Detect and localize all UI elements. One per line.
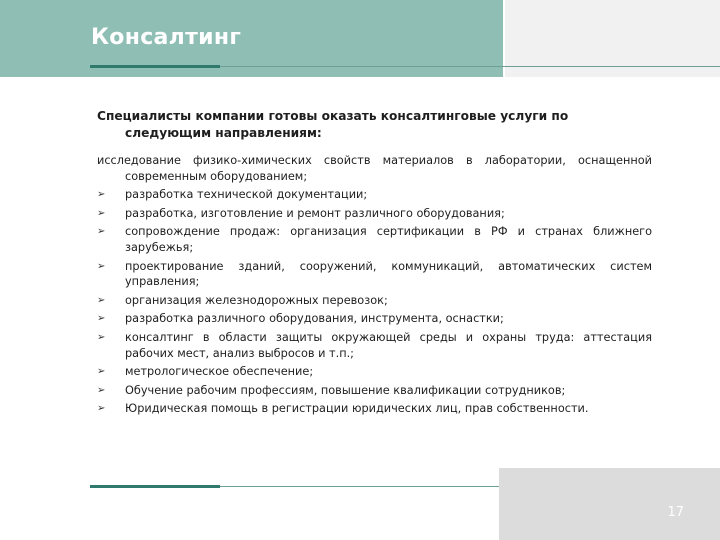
list-item [97,364,652,380]
page-number: 17 [667,505,684,520]
list-item [97,401,652,417]
list-item-text: Юридическая помощь в регистрации юридических лиц, прав собственности. [125,402,589,416]
list-item [97,206,652,222]
list-item-text: организация железнодорожных перевозок; [125,293,388,307]
title-underline [220,66,720,67]
list-item [97,153,652,184]
footer-block [499,468,720,540]
arrow-bullet-icon: ➢ [97,294,106,306]
footer-line [220,486,500,487]
slide-content [97,108,652,420]
list-item [97,330,652,361]
list-item-text: сопровождение продаж: организация сертификации в РФ и странах ближнего зарубежья; [125,225,652,254]
list-item-text: разработка, изготовление и ремонт различного оборудования; [125,206,505,220]
list-item-text: разработка различного оборудования, инструмента, оснастки; [125,312,504,326]
list-item [97,293,652,309]
footer-line-accent [90,485,220,488]
list-item-text: Обучение рабочим профессиям, повышение квалификации сотрудников; [125,383,566,397]
title-underline-accent [90,65,220,68]
arrow-bullet-icon: ➢ [97,189,106,201]
list-item-text: исследование физико-химических свойств материалов в лаборатории, оснащенной современным оборудованием; [97,154,652,183]
list-item-text: консалтинг в области защиты окружающей среды и охраны труда: аттестация рабочих мест, анализ выбросов и т.п.; [125,330,652,360]
list-item [97,224,652,255]
list-item [97,187,652,203]
arrow-bullet-icon: ➢ [97,366,106,378]
arrow-bullet-icon: ➢ [97,313,106,325]
arrow-bullet-icon: ➢ [97,384,106,396]
list-item-text: разработка технической документации; [125,188,368,202]
arrow-bullet-icon: ➢ [97,403,106,415]
list-item [97,383,652,399]
arrow-bullet-icon: ➢ [97,331,106,343]
list-item-text: метрологическое обеспечение; [125,365,314,379]
arrow-bullet-icon: ➢ [97,226,106,238]
intro-text: Специалисты компании готовы оказать консалтинговые услуги по следующим направлениям: [97,109,569,140]
arrow-bullet-icon: ➢ [97,260,106,272]
slide-title: Консалтинг [91,25,242,50]
arrow-bullet-icon: ➢ [97,207,106,219]
list-item-text: проектирование зданий, сооружений, коммуникаций, автоматических систем управления; [125,259,652,289]
list-item [97,259,652,290]
list-item [97,311,652,327]
